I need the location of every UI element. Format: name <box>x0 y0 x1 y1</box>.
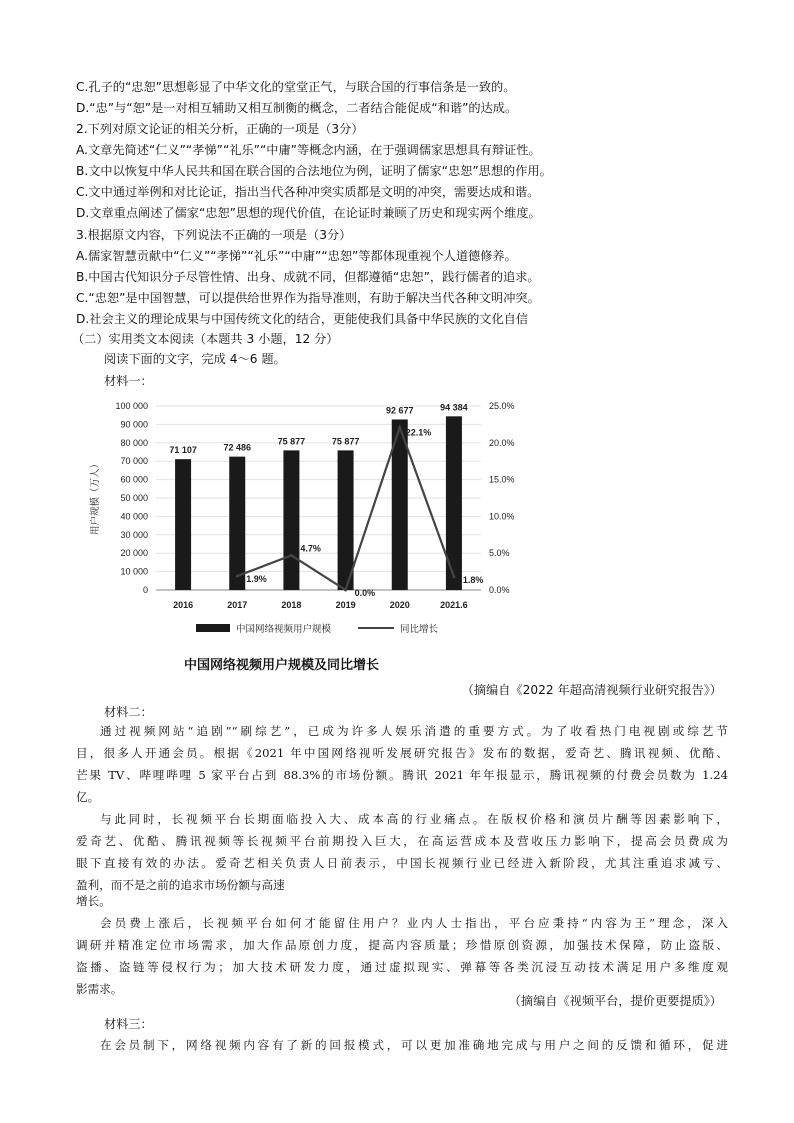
y-tick-label: 50 000 <box>120 493 148 503</box>
p2-line-3: 眼下直接有效的办法。爱奇艺相关负责人日前表示，中国长视频行业已经进入新阶段，尤其注重追求减亏、 <box>76 856 728 870</box>
bar-value-label: 75 877 <box>277 436 306 447</box>
y-tick-label: 90 000 <box>120 419 148 430</box>
y-tick-label: 0 <box>142 585 148 595</box>
material-2-label: 材料二： <box>104 705 153 719</box>
legend-bar-swatch <box>196 624 230 632</box>
y2-tick-label: 25.0% <box>489 401 515 411</box>
x-tick-label: 2019 <box>335 600 356 610</box>
growth-value-label: 1.8% <box>462 574 484 585</box>
growth-point <box>344 589 347 592</box>
p1-line-3: 芒果 TV、哔哩哔哩 5 家平台占到 88.3%的市场份额。腾讯 2021 年年报显示，腾讯视频的付费会员数为 1.24 <box>76 768 728 782</box>
y-tick-label: 100 000 <box>115 401 148 411</box>
growth-value-label: 4.7% <box>300 543 321 554</box>
material-3-label: 材料三： <box>104 1017 153 1031</box>
x-tick-label: 2017 <box>227 600 248 610</box>
q2-option-d: D.文章重点阐述了儒家“忠恕”思想的现代价值，在论证时兼顾了历史和现实两个维度。 <box>76 206 541 220</box>
p2-line-5: 增长。 <box>76 894 111 908</box>
q3-option-d: D.社会主义的理论成果与中国传统文化的结合，更能使我们具备中华民族的文化自信 <box>76 312 529 326</box>
material-1-label: 材料一： <box>104 374 153 388</box>
x-tick-label: 2020 <box>389 600 410 610</box>
chart-gridlines <box>156 406 481 590</box>
y-tick-label: 40 000 <box>120 511 148 522</box>
bar-value-label: 94 384 <box>440 402 468 413</box>
y-tick-label: 80 000 <box>120 437 148 448</box>
p2-line-2: 爱奇艺、优酷、腾讯视频等长视频平台前期投入巨大，在高运营成本及营收压力影响下，提高会员费成为 <box>76 834 728 848</box>
q2-option-c: C.文中通过举例和对比论证，指出当代各种冲突实质都是文明的冲突，需要达成和谐。 <box>76 185 540 199</box>
bar <box>175 459 191 590</box>
y-tick-label: 70 000 <box>120 456 148 467</box>
bar-value-label: 92 677 <box>385 405 414 416</box>
y2-tick-label: 20.0% <box>489 437 515 448</box>
p4-line-1: 在会员制下，网络视频内容有了新的回报模式，可以更加准确地完成与用户之间的反馈和循环，促进 <box>100 1038 728 1052</box>
q1-option-d: D.“忠”与“恕”是一对相互辅助又相互制衡的概念，二者结合能促成“和谐”的达成。 <box>76 101 518 115</box>
y2-axis-ticks <box>489 401 515 595</box>
p1-line-4: 亿。 <box>76 790 100 804</box>
user-scale-chart <box>76 392 526 642</box>
bar-value-label: 71 107 <box>169 445 197 456</box>
y2-tick-label: 5.0% <box>489 548 510 559</box>
q3-option-c: C.“忠恕”是中国智慧，可以提供给世界作为指导准则，有助于解决当代各种文明冲突。 <box>76 291 540 305</box>
y2-tick-label: 0.0% <box>489 585 510 595</box>
p3-line-1: 会员费上涨后，长视频平台如何才能留住用户？业内人士指出，平台应秉持“内容为王”理念，深入 <box>100 916 728 930</box>
x-tick-label: 2018 <box>281 600 302 610</box>
question-3-stem: 3.根据原文内容，下列说法不正确的一项是（3分） <box>76 228 352 242</box>
y-axis-ticks <box>115 401 148 595</box>
chart-caption: 中国网络视频用户规模及同比增长 <box>184 658 380 673</box>
x-tick-label: 2016 <box>173 600 194 610</box>
y-tick-label: 20 000 <box>120 548 148 559</box>
instruction: 阅读下面的文字，完成 4～6 题。 <box>104 352 286 366</box>
y-tick-label: 60 000 <box>120 474 148 485</box>
y2-tick-label: 10.0% <box>489 511 515 522</box>
x-tick-label: 2021.6 <box>440 600 468 610</box>
y2-tick-label: 15.0% <box>489 474 515 485</box>
p1-line-1: 通过视频网站“追剧”“刷综艺”，已成为许多人娱乐消遣的重要方式。为了收看热门电视剧或综艺节 <box>100 724 728 738</box>
p3-line-4: 影需求。 <box>76 982 123 996</box>
q2-option-a: A.文章先简述“仁义”“孝悌”“礼乐”“中庸”等概念内涵，在于强调儒家思想具有辩证性。 <box>76 143 541 157</box>
y-axis-title: 用户规模（万人） <box>90 458 101 536</box>
p1-line-2: 目，很多人开通会员。根据《2021 年中国网络视听发展研究报告》发布的数据，爱奇艺、腾讯视频、优酷、 <box>76 746 728 760</box>
bar <box>283 450 299 590</box>
question-2-stem: 2.下列对原文论证的相关分析，正确的一项是（3分） <box>76 122 364 136</box>
q3-option-a: A.儒家智慧贡献中“仁义”“孝悌”“礼乐”“中庸”“忠恕”等都体现重视个人道德修养。 <box>76 249 517 263</box>
growth-point <box>236 575 239 578</box>
bar-value-label: 75 877 <box>331 436 360 447</box>
p2-line-4: 盈利，而不是之前的追求市场份额与高速 <box>76 878 285 892</box>
q3-option-b: B.中国古代知识分子尽管性情、出身、成就不同，但都遵循“忠恕”，践行儒者的追求。 <box>76 270 540 284</box>
q2-option-b: B.文中以恢复中华人民共和国在联合国的合法地位为例，证明了儒家“忠恕”思想的作用。 <box>76 164 552 178</box>
p2-line-1: 与此同时，长视频平台长期面临投入大、成本高的行业痛点。在版权价格和演员片酬等因素影响下， <box>100 812 728 826</box>
legend-line-label: 同比增长 <box>400 624 439 635</box>
x-axis-ticks <box>173 600 468 610</box>
growth-point <box>398 426 401 429</box>
chart-legend <box>196 623 439 635</box>
bar <box>338 450 354 590</box>
section-heading: （二）实用类文本阅读（本题共 3 小题，12 分） <box>72 332 339 346</box>
q1-option-c: C.孔子的“忠恕”思想彰显了中华文化的堂堂正气，与联合国的行事信条是一致的。 <box>76 80 516 94</box>
p3-line-2: 调研并精准定位市场需求，加大作品原创力度，提高内容质量；珍惜原创资源，加强技术保障，防止盗版、 <box>76 938 728 952</box>
growth-point <box>452 575 455 578</box>
growth-point <box>290 554 293 557</box>
growth-value-label: 0.0% <box>354 588 376 598</box>
growth-value-label: 1.9% <box>246 574 267 585</box>
source-1: （摘编自《2022 年超高清视频行业研究报告》） <box>461 683 722 697</box>
bar-value-label: 72 486 <box>223 442 252 453</box>
p3-line-3: 盗播、盗链等侵权行为；加大技术研发力度，通过虚拟现实、弹幕等各类沉浸互动技术满足用户多维度观 <box>76 960 728 974</box>
y-tick-label: 10 000 <box>120 566 148 577</box>
source-2: （摘编自《视频平台，提价更要提质》） <box>508 994 722 1008</box>
y-tick-label: 30 000 <box>120 529 148 540</box>
legend-bar-label: 中国网络视频用户规模 <box>236 624 332 635</box>
bar <box>229 457 245 590</box>
growth-value-label: 22.1% <box>405 427 432 438</box>
